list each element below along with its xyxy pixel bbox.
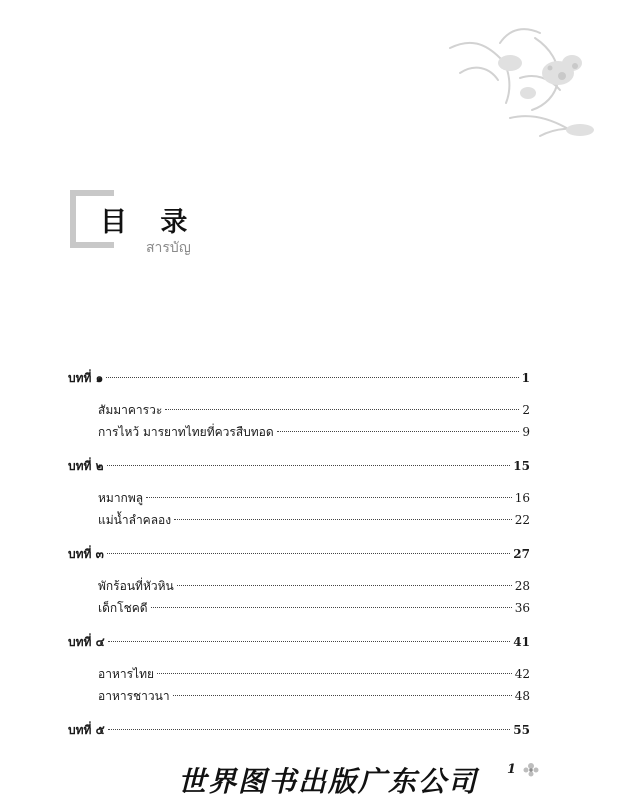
- toc-section-row[interactable]: [98, 575, 530, 597]
- toc-chapter-label: บทที่ ๒: [68, 459, 104, 473]
- dot-leader: [151, 607, 512, 608]
- toc-page-number: 48: [514, 689, 530, 703]
- toc-page-number: 2: [522, 403, 530, 417]
- dot-leader: [174, 519, 512, 520]
- toc-chapter-row[interactable]: [68, 367, 530, 389]
- toc-page-number: 27: [513, 547, 530, 561]
- toc-page-number: 1: [521, 371, 530, 385]
- dot-leader: [107, 553, 510, 554]
- toc-chapter-group: [68, 367, 530, 443]
- page-subtitle: สารบัญ: [146, 240, 191, 256]
- toc-chapter-row[interactable]: [68, 455, 530, 477]
- publisher-logo-text: 世界图书出版广东公司: [178, 765, 479, 798]
- toc-page-number: 15: [513, 459, 530, 473]
- toc-page-number: 16: [514, 491, 530, 505]
- toc-chapter-label: บทที่ ๑: [68, 371, 104, 385]
- dot-leader: [277, 431, 520, 432]
- toc-chapter-group: [68, 719, 530, 741]
- table-of-contents: [68, 367, 530, 753]
- toc-section-row[interactable]: [98, 597, 530, 619]
- toc-section-label: อาหารไทย: [98, 667, 155, 681]
- flower-ornament-icon: [520, 761, 542, 779]
- dot-leader: [108, 729, 511, 730]
- dot-leader: [173, 695, 512, 696]
- toc-section-row[interactable]: [98, 399, 530, 421]
- toc-chapter-row[interactable]: [68, 719, 530, 741]
- toc-chapter-group: [68, 455, 530, 531]
- toc-chapter-group: [68, 631, 530, 707]
- dot-leader: [107, 465, 511, 466]
- dot-leader: [165, 409, 519, 410]
- page-title: 目 录: [100, 207, 200, 238]
- toc-section-label: สัมมาคารวะ: [98, 403, 163, 417]
- footer-page-number: 1: [507, 762, 517, 777]
- toc-section-label: การไหว้ มารยาทไทยที่ควรสืบทอด: [98, 425, 274, 439]
- toc-section-row[interactable]: [98, 663, 530, 685]
- toc-section-label: อาหารชาวนา: [98, 689, 170, 703]
- dot-leader: [157, 673, 512, 674]
- dot-leader: [108, 641, 511, 642]
- toc-page-number: 22: [514, 513, 530, 527]
- toc-page-number: 55: [513, 723, 530, 737]
- toc-chapter-label: บทที่ ๔: [68, 635, 105, 649]
- toc-section-row[interactable]: [98, 685, 530, 707]
- toc-section-label: พักร้อนที่หัวหิน: [98, 579, 174, 593]
- dot-leader: [106, 377, 518, 378]
- dot-leader: [146, 497, 512, 498]
- toc-section-row[interactable]: [98, 487, 530, 509]
- toc-section-label: หมากพลู: [98, 491, 144, 505]
- toc-page-number: 42: [514, 667, 530, 681]
- toc-section-row[interactable]: [98, 509, 530, 531]
- toc-page-number: 9: [522, 425, 530, 439]
- toc-chapter-group: [68, 543, 530, 619]
- toc-chapter-label: บทที่ ๓: [68, 547, 104, 561]
- toc-section-label: เด็กโชคดี: [98, 601, 148, 615]
- toc-chapter-row[interactable]: [68, 543, 530, 565]
- toc-page-number: 41: [513, 635, 530, 649]
- toc-section-label: แม่น้ำลำคลอง: [98, 513, 172, 527]
- decorative-botanical-illustration: [440, 18, 605, 153]
- toc-chapter-row[interactable]: [68, 631, 530, 653]
- toc-page-number: 36: [514, 601, 530, 615]
- dot-leader: [177, 585, 512, 586]
- toc-page-number: 28: [514, 579, 530, 593]
- toc-section-row[interactable]: [98, 421, 530, 443]
- toc-chapter-label: บทที่ ๕: [68, 723, 105, 737]
